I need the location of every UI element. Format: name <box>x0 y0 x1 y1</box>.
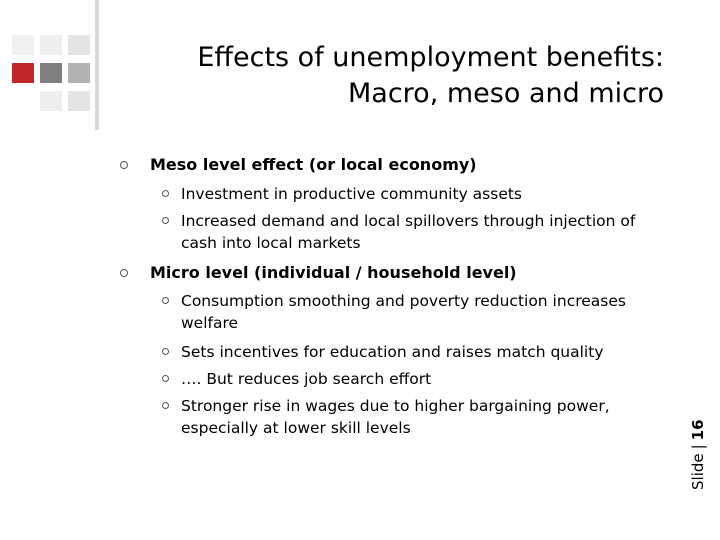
bullet-circle-icon <box>162 297 169 304</box>
decor-square <box>40 35 62 55</box>
bullet-level-2 <box>181 210 641 254</box>
slide-number-value: 16 <box>689 419 707 441</box>
bullet-text: Increased demand and local spillovers through injection of cash into local markets <box>181 212 636 252</box>
bullet-level-2 <box>181 341 641 363</box>
decor-square-dark-gray <box>40 63 62 83</box>
bullet-level-2 <box>181 395 641 439</box>
slide-number <box>688 419 708 490</box>
decor-square-light-gray <box>68 63 90 83</box>
bullet-text: Sets incentives for education and raises match quality <box>181 343 604 361</box>
bullet-level-1 <box>150 155 477 175</box>
title-divider-line <box>95 0 99 130</box>
bullet-text: Stronger rise in wages due to higher bargaining power, especially at lower skill levels <box>181 397 610 437</box>
slide-title-line-2: Macro, meso and micro <box>347 78 664 109</box>
slide-title-line-1: Effects of unemployment benefits: <box>197 42 664 73</box>
bullet-text: …. But reduces job search effort <box>181 370 432 388</box>
bullet-circle-icon <box>120 161 128 169</box>
decor-square <box>40 91 62 111</box>
slide-label: Slide <box>689 453 707 490</box>
bullet-text: Investment in productive community assets <box>181 185 523 203</box>
section-heading-meso: Meso level effect (or local economy) <box>150 155 477 174</box>
bullet-circle-icon <box>120 269 128 277</box>
decor-square <box>68 35 90 55</box>
bullet-circle-icon <box>162 190 169 197</box>
bullet-circle-icon <box>162 402 169 409</box>
slide-number-separator: | <box>689 444 707 450</box>
section-heading-micro: Micro level (individual / household level) <box>150 263 517 282</box>
bullet-level-2 <box>181 290 641 334</box>
bullet-level-2 <box>181 183 641 205</box>
bullet-circle-icon <box>162 348 169 355</box>
bullet-level-2 <box>181 368 641 390</box>
decor-square-red <box>12 63 34 83</box>
slide-title <box>104 40 664 112</box>
bullet-circle-icon <box>162 375 169 382</box>
bullet-text: Consumption smoothing and poverty reduction increases welfare <box>181 292 626 332</box>
bullet-circle-icon <box>162 217 169 224</box>
decor-square <box>68 91 90 111</box>
decor-square <box>12 35 34 55</box>
bullet-level-1 <box>150 263 517 283</box>
